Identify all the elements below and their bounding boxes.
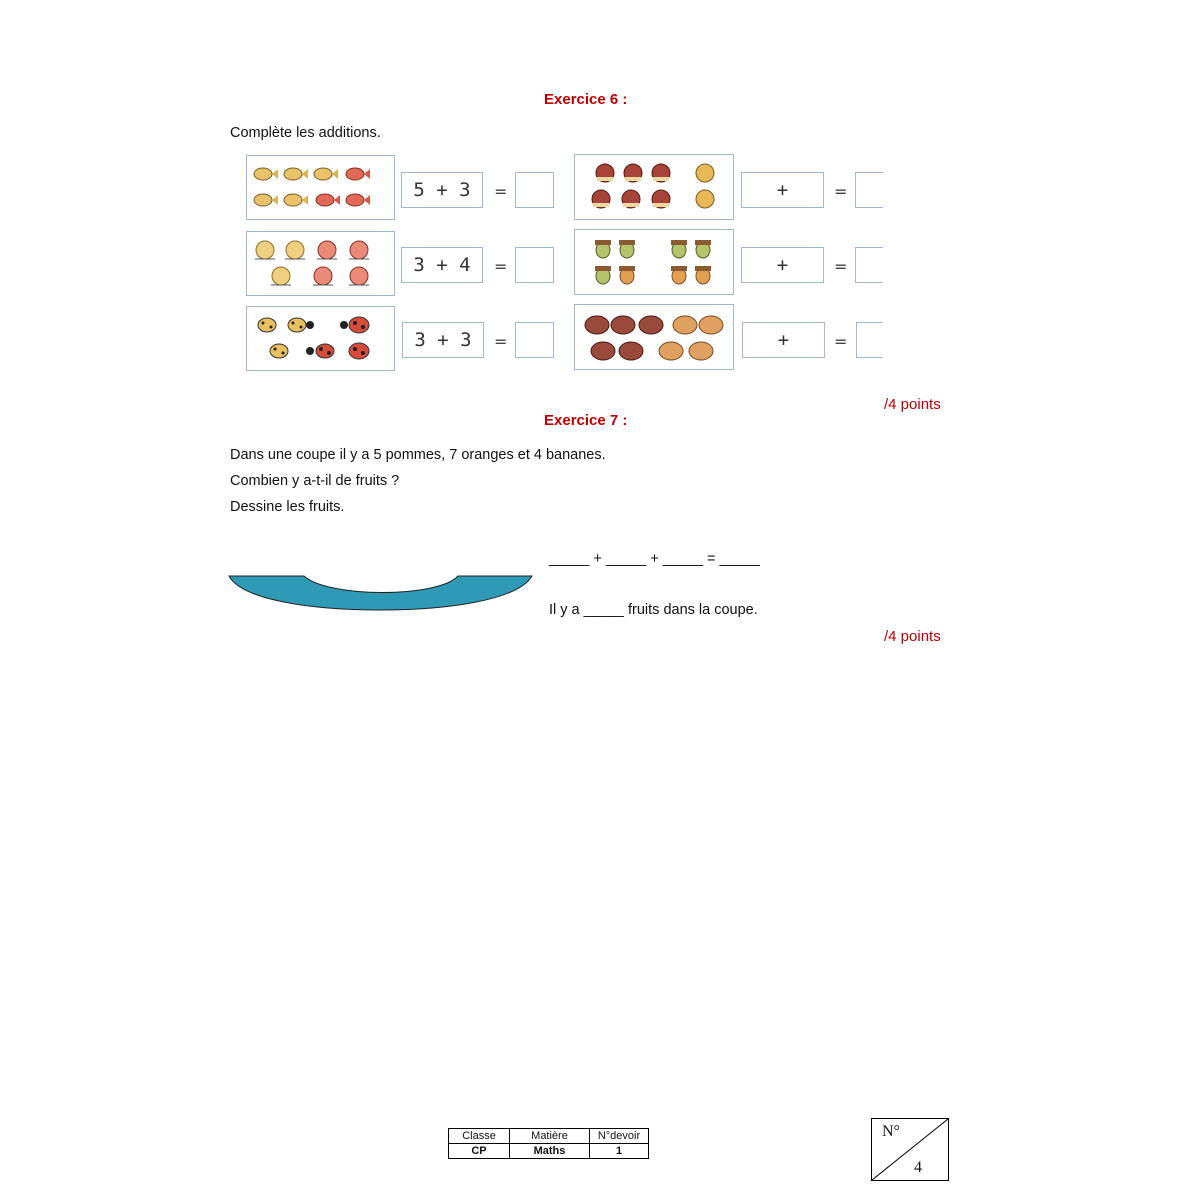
- fruit-equation[interactable]: _____ + _____ + _____ = _____: [549, 551, 760, 567]
- answer-box-1[interactable]: [515, 172, 554, 208]
- fish-icon-group: [247, 156, 394, 219]
- exercise-6-title: Exercice 6 :: [544, 91, 628, 108]
- addition-box-2: 3 + 4: [401, 247, 483, 283]
- fruit-bowl: [228, 574, 534, 612]
- equals-sign: =: [834, 257, 848, 276]
- answer-box-3[interactable]: [515, 322, 554, 358]
- answer-box-5[interactable]: [855, 247, 883, 283]
- ladybug-icon-group: [247, 307, 394, 370]
- exercise-7-line-3: Dessine les fruits.: [230, 499, 345, 515]
- number-label: N°: [882, 1123, 900, 1140]
- equals-sign: =: [494, 332, 508, 351]
- class-header: Classe: [449, 1129, 510, 1144]
- answer-box-6[interactable]: [856, 322, 883, 358]
- acorn-picture: [574, 229, 734, 295]
- addition-box-6[interactable]: +: [742, 322, 825, 358]
- chestnut-icon-group: [575, 155, 733, 219]
- walnut-icon-group: [575, 305, 733, 369]
- page-number: 4: [914, 1159, 922, 1176]
- answer-box-4[interactable]: [855, 172, 883, 208]
- fish-picture: [246, 155, 395, 220]
- subject-header: Matière: [510, 1129, 590, 1144]
- addition-box-4[interactable]: +: [741, 172, 824, 208]
- assignment-number-value: 1: [590, 1144, 649, 1159]
- snail-picture: [246, 231, 395, 296]
- exercise-6-instruction: Complète les additions.: [230, 125, 381, 141]
- equals-sign: =: [834, 182, 848, 201]
- assignment-number-header: N°devoir: [590, 1129, 649, 1144]
- ladybug-picture: [246, 306, 395, 371]
- exercise-7-line-2: Combien y a-t-il de fruits ?: [230, 473, 400, 489]
- answer-box-2[interactable]: [515, 247, 554, 283]
- exercise-6-points: /4 points: [884, 396, 941, 413]
- page-number-box: [871, 1118, 949, 1181]
- exercise-7-line-1: Dans une coupe il y a 5 pommes, 7 oranges et 4 bananes.: [230, 447, 606, 463]
- equals-sign: =: [494, 257, 508, 276]
- equals-sign: =: [494, 182, 508, 201]
- walnut-picture: [574, 304, 734, 370]
- addition-box-1: 5 + 3: [401, 172, 483, 208]
- assignment-info-table: [448, 1128, 649, 1159]
- fruit-answer[interactable]: Il y a _____ fruits dans la coupe.: [549, 602, 758, 618]
- class-value: CP: [449, 1144, 510, 1159]
- addition-box-5[interactable]: +: [741, 247, 824, 283]
- snail-icon-group: [247, 232, 394, 295]
- chestnut-picture: [574, 154, 734, 220]
- addition-box-3: 3 + 3: [402, 322, 484, 358]
- equals-sign: =: [834, 332, 848, 351]
- exercise-7-title: Exercice 7 :: [544, 412, 628, 429]
- subject-value: Maths: [510, 1144, 590, 1159]
- exercise-7-points: /4 points: [884, 628, 941, 645]
- acorn-icon-group: [575, 230, 733, 294]
